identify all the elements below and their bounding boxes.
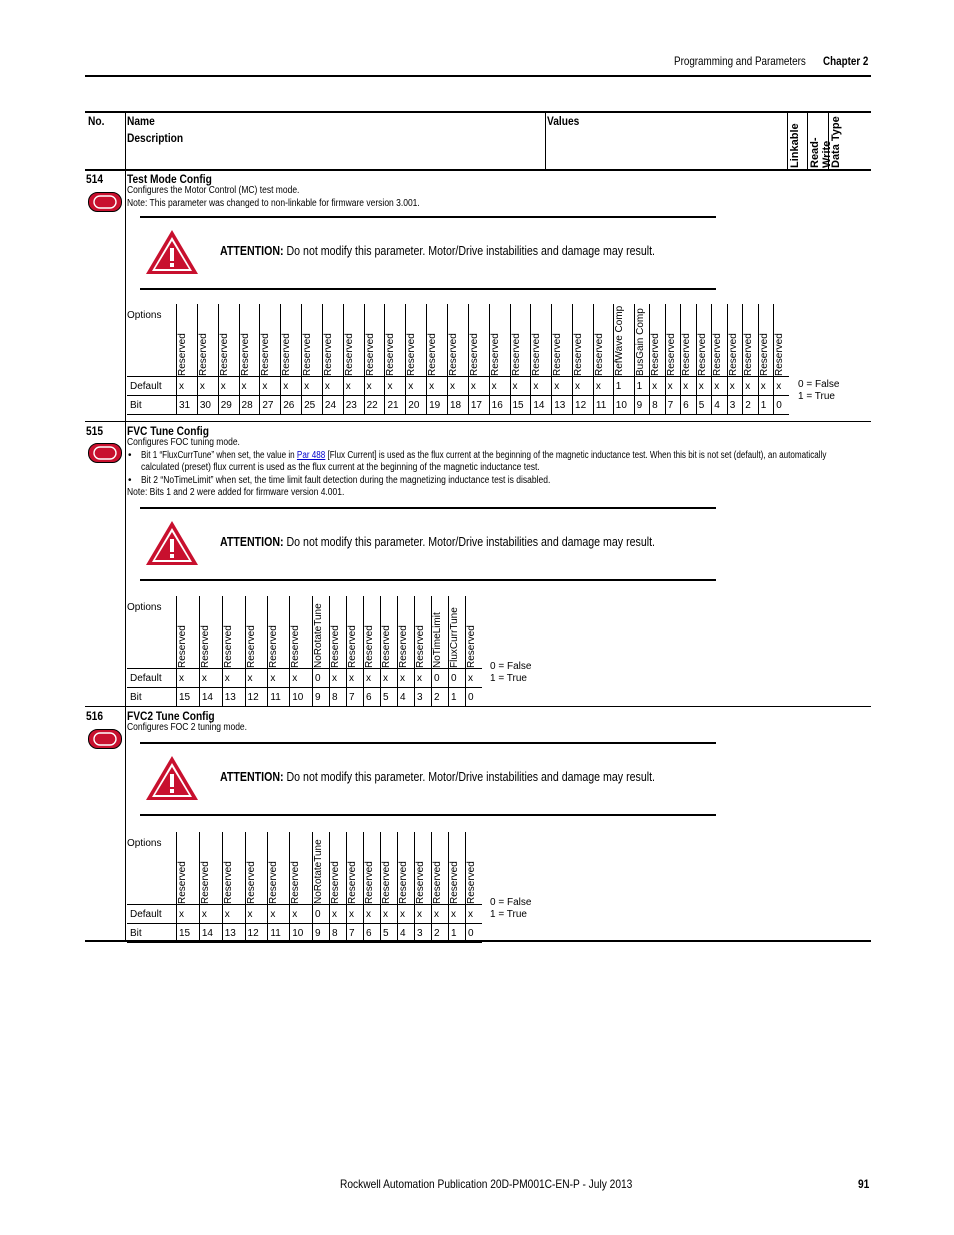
bit-row xyxy=(127,396,789,415)
bit-default-value: x xyxy=(218,377,239,396)
bit-options-table xyxy=(127,304,789,415)
bit-default-value: x xyxy=(330,669,347,688)
bit-number: 31 xyxy=(177,396,198,415)
bit-default-value: x xyxy=(343,377,364,396)
running-header-section: Programming and Parameters xyxy=(674,54,806,68)
bit-default-value: x xyxy=(177,377,198,396)
bit-option-name: Reserved xyxy=(268,596,290,669)
bit-default-value: 0 xyxy=(313,905,330,924)
row-label: Options xyxy=(127,602,162,613)
bit-number: 2 xyxy=(432,688,449,707)
bit-option-name: Reserved xyxy=(466,596,482,669)
param-name: FVC Tune Config xyxy=(127,424,209,438)
bit-default-value: x xyxy=(290,669,313,688)
bit-option-name: Reserved xyxy=(222,832,245,905)
bit-default-value: x xyxy=(447,377,468,396)
bit-option-name: Reserved xyxy=(347,596,364,669)
stop-hazard-icon xyxy=(88,729,122,749)
bit-option-name: Reserved xyxy=(290,832,313,905)
bit-option-name: Reserved xyxy=(197,304,218,377)
row-label: Options xyxy=(127,310,162,321)
bit-number: 27 xyxy=(260,396,281,415)
bit-number: 16 xyxy=(489,396,510,415)
bit-number: 0 xyxy=(466,924,482,943)
bit-number: 19 xyxy=(427,396,448,415)
bit-option-name: Reserved xyxy=(552,304,573,377)
default-row xyxy=(127,905,482,924)
bit-option-name: Reserved xyxy=(531,304,552,377)
bit-legend: 0 = False 1 = True xyxy=(798,379,840,402)
bit-default-value: x xyxy=(681,377,697,396)
bit-number: 7 xyxy=(665,396,681,415)
bit-number: 0 xyxy=(466,688,482,707)
bit-option-name: Reserved xyxy=(593,304,613,377)
bit-number: 4 xyxy=(398,688,415,707)
bit-option-name: NoRotateTune xyxy=(313,832,330,905)
row-label: Default xyxy=(127,905,177,924)
bit-option-name: Reserved xyxy=(381,832,398,905)
bit-option-name: RefWave Comp xyxy=(613,304,634,377)
bit-default-value: x xyxy=(466,669,482,688)
bit-option-name: Reserved xyxy=(290,596,313,669)
bit-number: 6 xyxy=(364,924,381,943)
bit-default-value: x xyxy=(239,377,260,396)
bit-option-name: BusGain Comp xyxy=(634,304,650,377)
bit-number: 12 xyxy=(245,688,268,707)
col-no-header: No. xyxy=(88,114,105,128)
bit-number: 2 xyxy=(743,396,759,415)
col-readwrite-header: Read-Write xyxy=(809,137,833,168)
bit-option-name: Reserved xyxy=(239,304,260,377)
param-description: Configures FOC tuning mode. xyxy=(127,437,240,448)
bullet-fluxcurrtune-cont: calculated (preset) flux current is used as the flux current at the beginning of the magnetic inductance test. xyxy=(141,462,540,473)
bit-default-value: x xyxy=(347,905,364,924)
bit-option-name: Reserved xyxy=(727,304,743,377)
bit-option-name: Reserved xyxy=(665,304,681,377)
param-name: Test Mode Config xyxy=(127,172,212,186)
bit-option-name: Reserved xyxy=(743,304,759,377)
attention-message: ATTENTION: Do not modify this parameter. Motor/Drive instabilities and damage may result. xyxy=(220,535,656,549)
bit-option-name: Reserved xyxy=(322,304,343,377)
stop-hazard-icon xyxy=(88,443,122,463)
bit-default-value: x xyxy=(381,905,398,924)
bit-number: 15 xyxy=(177,688,200,707)
attention-box xyxy=(140,216,716,290)
param-description: Configures FOC 2 tuning mode. xyxy=(127,722,248,733)
bit-default-value: x xyxy=(650,377,666,396)
table-header-rule xyxy=(85,169,871,171)
param-number: 516 xyxy=(86,709,104,723)
bit-number: 24 xyxy=(322,396,343,415)
bit-number: 11 xyxy=(268,688,290,707)
bullet-fluxcurrtune: Bit 1 “FluxCurrTune” when set, the value in Par 488 [Flux Current] is used as the flux current at the beginning of the magnetic inductance test. When this bit is not set (default), an automatically xyxy=(141,450,827,461)
row-label: Bit xyxy=(127,924,177,943)
bit-default-value: x xyxy=(222,905,245,924)
bit-option-name: Reserved xyxy=(218,304,239,377)
bit-option-name: Reserved xyxy=(364,304,385,377)
bit-number: 13 xyxy=(222,924,245,943)
bit-default-value: x xyxy=(385,377,406,396)
bit-option-name: Reserved xyxy=(245,832,268,905)
bit-option-name: Reserved xyxy=(245,596,268,669)
bit-default-value: x xyxy=(727,377,743,396)
bit-option-name: Reserved xyxy=(260,304,281,377)
running-header-chapter: Chapter 2 xyxy=(823,54,869,68)
bit-option-name: Reserved xyxy=(177,304,198,377)
options-row xyxy=(127,596,482,669)
warning-icon xyxy=(144,754,200,802)
bit-default-value: x xyxy=(468,377,489,396)
bit-number: 26 xyxy=(281,396,302,415)
bit-number: 3 xyxy=(727,396,743,415)
bit-number: 6 xyxy=(364,688,381,707)
bit-number: 10 xyxy=(290,688,313,707)
bit-number: 1 xyxy=(449,924,466,943)
bit-number: 11 xyxy=(593,396,613,415)
default-row xyxy=(127,377,789,396)
attention-message: ATTENTION: Do not modify this parameter. Motor/Drive instabilities and damage may result. xyxy=(220,770,656,784)
bit-default-value: x xyxy=(466,905,482,924)
table-bottom-rule xyxy=(85,940,871,942)
bit-option-name: Reserved xyxy=(432,832,449,905)
bit-default-value: x xyxy=(364,669,381,688)
row-label: Default xyxy=(127,377,177,396)
bit-options-table xyxy=(127,832,482,943)
bit-option-name: Reserved xyxy=(489,304,510,377)
bit-number: 10 xyxy=(290,924,313,943)
bit-number: 8 xyxy=(330,924,347,943)
bit-option-name: Reserved xyxy=(774,304,789,377)
bit-default-value: x xyxy=(290,905,313,924)
page-number: 91 xyxy=(858,1177,870,1191)
bit-default-value: x xyxy=(322,377,343,396)
bit-option-name: Reserved xyxy=(681,304,697,377)
bit-number: 9 xyxy=(634,396,650,415)
table-top-rule xyxy=(85,111,871,113)
bit-option-name: Reserved xyxy=(302,304,323,377)
bit-number: 17 xyxy=(468,396,489,415)
attention-box xyxy=(140,742,716,816)
bit-default-value: x xyxy=(427,377,448,396)
row-label: Bit xyxy=(127,688,177,707)
bit-default-value: x xyxy=(330,905,347,924)
col-linkable-header: Linkable xyxy=(789,123,801,168)
bit-number: 3 xyxy=(415,688,432,707)
bit-option-name: Reserved xyxy=(398,832,415,905)
bit-number: 2 xyxy=(432,924,449,943)
bit-number: 29 xyxy=(218,396,239,415)
param-number: 514 xyxy=(86,172,104,186)
bit-option-name: Reserved xyxy=(712,304,728,377)
bit-default-value: x xyxy=(364,377,385,396)
bit-number: 13 xyxy=(222,688,245,707)
bit-option-name: NoTimeLimit xyxy=(432,596,449,669)
bit-default-value: x xyxy=(552,377,573,396)
bit-default-value: x xyxy=(758,377,774,396)
header-rule xyxy=(85,75,871,77)
param-note: Note: This parameter was changed to non-linkable for firmware version 3.001. xyxy=(127,198,420,209)
bit-number: 10 xyxy=(613,396,634,415)
bit-number: 14 xyxy=(199,688,222,707)
stop-hazard-icon xyxy=(88,192,122,212)
bit-number: 25 xyxy=(302,396,323,415)
attention-box xyxy=(140,507,716,581)
bit-default-value: x xyxy=(197,377,218,396)
param-name: FVC2 Tune Config xyxy=(127,709,215,723)
bit-number: 20 xyxy=(406,396,427,415)
footer-publication: Rockwell Automation Publication 20D-PM001C-EN-P - July 2013 xyxy=(340,1177,633,1191)
warning-icon xyxy=(144,228,200,276)
bit-option-name: Reserved xyxy=(406,304,427,377)
param-number: 515 xyxy=(86,424,104,438)
bit-number: 30 xyxy=(197,396,218,415)
bullet-notimelimit: Bit 2 “NoTimeLimit” when set, the time limit fault detection during the magnetizing inductance test is disabled. xyxy=(141,475,551,486)
param-description: Configures the Motor Control (MC) test mode. xyxy=(127,185,300,196)
bit-legend: 0 = False 1 = True xyxy=(490,897,532,920)
bit-number: 7 xyxy=(347,924,364,943)
bit-number: 5 xyxy=(696,396,712,415)
bit-option-name: Reserved xyxy=(510,304,531,377)
bit-default-value: x xyxy=(432,905,449,924)
bit-number: 5 xyxy=(381,924,398,943)
bit-number: 4 xyxy=(398,924,415,943)
bit-number: 7 xyxy=(347,688,364,707)
bit-number: 8 xyxy=(330,688,347,707)
bit-default-value: x xyxy=(268,669,290,688)
row-label: Default xyxy=(127,669,177,688)
bit-default-value: x xyxy=(743,377,759,396)
bit-number: 8 xyxy=(650,396,666,415)
bit-option-name: Reserved xyxy=(364,832,381,905)
bit-option-name: Reserved xyxy=(268,832,290,905)
bit-number: 23 xyxy=(343,396,364,415)
warning-icon xyxy=(144,519,200,567)
bit-default-value: x xyxy=(573,377,594,396)
bit-option-name: Reserved xyxy=(199,596,222,669)
bit-number: 3 xyxy=(415,924,432,943)
options-row xyxy=(127,304,789,377)
bit-number: 4 xyxy=(712,396,728,415)
bit-number: 0 xyxy=(774,396,789,415)
bit-default-value: x xyxy=(281,377,302,396)
bit-option-name: Reserved xyxy=(199,832,222,905)
bit-number: 18 xyxy=(447,396,468,415)
bit-option-name: Reserved xyxy=(385,304,406,377)
bit-option-name: Reserved xyxy=(468,304,489,377)
bit-default-value: 0 xyxy=(313,669,330,688)
bit-default-value: x xyxy=(398,905,415,924)
bit-number: 1 xyxy=(758,396,774,415)
bit-default-value: x xyxy=(177,669,200,688)
bit-option-name: Reserved xyxy=(447,304,468,377)
bit-default-value: x xyxy=(302,377,323,396)
bit-option-name: Reserved xyxy=(222,596,245,669)
bit-option-name: Reserved xyxy=(696,304,712,377)
bit-default-value: x xyxy=(347,669,364,688)
bit-number: 14 xyxy=(199,924,222,943)
bit-option-name: Reserved xyxy=(449,832,466,905)
bit-default-value: x xyxy=(665,377,681,396)
col-name-header: Name xyxy=(127,114,155,128)
bit-row xyxy=(127,688,482,707)
bit-default-value: x xyxy=(489,377,510,396)
bit-option-name: Reserved xyxy=(466,832,482,905)
default-row xyxy=(127,669,482,688)
bit-option-name: FluxCurrTune xyxy=(449,596,466,669)
bit-number: 15 xyxy=(177,924,200,943)
bit-default-value: x xyxy=(260,377,281,396)
bit-option-name: Reserved xyxy=(415,832,432,905)
bit-number: 9 xyxy=(313,688,330,707)
bit-option-name: Reserved xyxy=(347,832,364,905)
row-label: Bit xyxy=(127,396,177,415)
bit-default-value: 0 xyxy=(432,669,449,688)
bit-options-table xyxy=(127,596,482,707)
bit-default-value: 1 xyxy=(613,377,634,396)
bit-default-value: x xyxy=(222,669,245,688)
bit-number: 12 xyxy=(245,924,268,943)
bit-option-name: Reserved xyxy=(415,596,432,669)
options-row xyxy=(127,832,482,905)
bit-number: 11 xyxy=(268,924,290,943)
par-488-link[interactable]: Par 488 xyxy=(296,450,326,461)
bit-option-name: Reserved xyxy=(650,304,666,377)
bit-number: 14 xyxy=(531,396,552,415)
bit-default-value: x xyxy=(696,377,712,396)
param-note: Note: Bits 1 and 2 were added for firmware version 4.001. xyxy=(127,487,345,498)
bit-legend: 0 = False 1 = True xyxy=(490,661,532,684)
bit-number: 6 xyxy=(681,396,697,415)
attention-message: ATTENTION: Do not modify this parameter. Motor/Drive instabilities and damage may result. xyxy=(220,244,656,258)
bit-option-name: Reserved xyxy=(573,304,594,377)
bit-default-value: x xyxy=(199,669,222,688)
bit-default-value: x xyxy=(531,377,552,396)
bit-default-value: x xyxy=(245,669,268,688)
bit-number: 1 xyxy=(449,688,466,707)
bit-number: 22 xyxy=(364,396,385,415)
bit-option-name: NoRotateTune xyxy=(313,596,330,669)
bit-default-value: x xyxy=(593,377,613,396)
row-label: Options xyxy=(127,838,162,849)
bit-default-value: x xyxy=(774,377,789,396)
bit-number: 28 xyxy=(239,396,260,415)
bit-option-name: Reserved xyxy=(177,832,200,905)
bit-option-name: Reserved xyxy=(281,304,302,377)
bit-option-name: Reserved xyxy=(330,832,347,905)
bit-number: 5 xyxy=(381,688,398,707)
col-datatype-header: Data Type xyxy=(830,116,842,168)
bit-default-value: x xyxy=(510,377,531,396)
bit-number: 12 xyxy=(573,396,594,415)
col-values-header: Values xyxy=(547,114,580,128)
bit-default-value: x xyxy=(177,905,200,924)
bit-default-value: x xyxy=(406,377,427,396)
bit-number: 15 xyxy=(510,396,531,415)
bit-option-name: Reserved xyxy=(343,304,364,377)
bit-default-value: 0 xyxy=(449,669,466,688)
bit-default-value: x xyxy=(268,905,290,924)
bit-number: 21 xyxy=(385,396,406,415)
bit-option-name: Reserved xyxy=(398,596,415,669)
bit-option-name: Reserved xyxy=(177,596,200,669)
bit-default-value: x xyxy=(449,905,466,924)
bit-default-value: x xyxy=(415,905,432,924)
bit-default-value: 1 xyxy=(634,377,650,396)
bit-default-value: x xyxy=(364,905,381,924)
bit-option-name: Reserved xyxy=(330,596,347,669)
bit-default-value: x xyxy=(381,669,398,688)
bit-option-name: Reserved xyxy=(364,596,381,669)
bit-option-name: Reserved xyxy=(758,304,774,377)
bit-option-name: Reserved xyxy=(427,304,448,377)
bit-default-value: x xyxy=(245,905,268,924)
bit-number: 13 xyxy=(552,396,573,415)
bit-default-value: x xyxy=(712,377,728,396)
col-description-header: Description xyxy=(127,131,184,145)
bit-default-value: x xyxy=(199,905,222,924)
bit-number: 9 xyxy=(313,924,330,943)
bit-default-value: x xyxy=(398,669,415,688)
bit-option-name: Reserved xyxy=(381,596,398,669)
bit-default-value: x xyxy=(415,669,432,688)
